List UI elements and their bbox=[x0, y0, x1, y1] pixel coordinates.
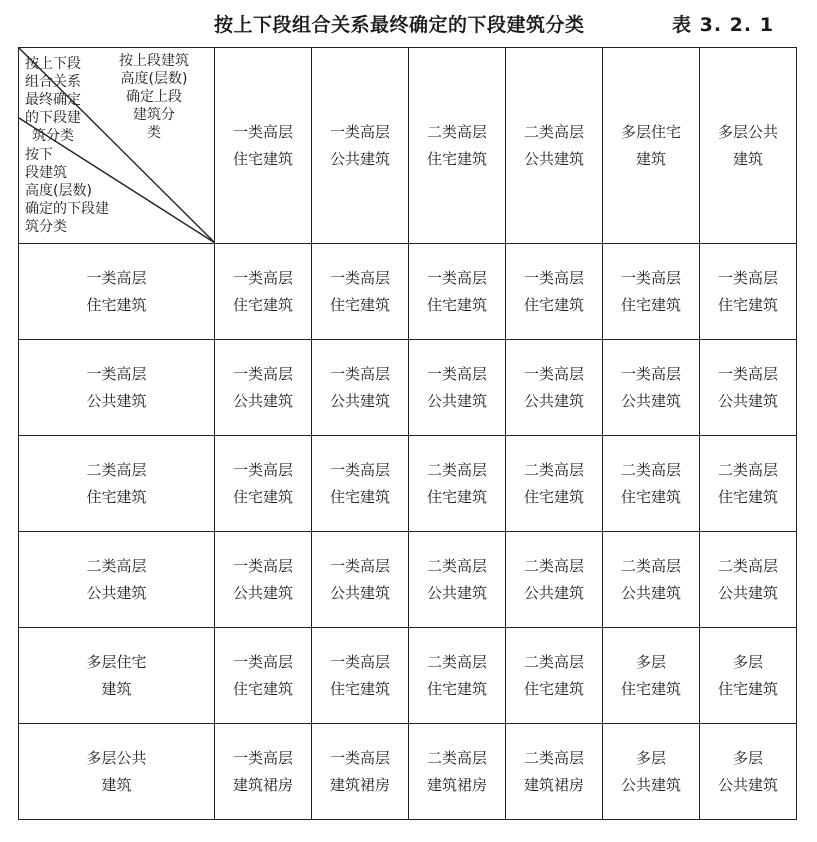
cell-line: 一类高层 bbox=[329, 364, 390, 383]
corner-label bbox=[25, 55, 81, 145]
table-cell bbox=[603, 244, 700, 340]
cell-line: 一类高层 bbox=[232, 364, 293, 383]
corner-label-line: 确定的下段建 bbox=[25, 201, 109, 217]
cell-line: 二类高层 bbox=[620, 460, 681, 479]
cell-line: 住宅建筑 bbox=[232, 295, 293, 314]
table-cell bbox=[603, 628, 700, 724]
cell-line: 多层 bbox=[732, 652, 763, 671]
table-cell bbox=[409, 436, 506, 532]
cell-line: 多层 bbox=[635, 652, 666, 671]
table-cell bbox=[409, 628, 506, 724]
cell-line: 公共建筑 bbox=[620, 583, 681, 602]
cell-line: 住宅建筑 bbox=[86, 487, 147, 506]
cell-line: 住宅建筑 bbox=[232, 149, 293, 168]
cell-line: 公共建筑 bbox=[523, 583, 584, 602]
cell-line: 一类高层 bbox=[329, 748, 390, 767]
table-number: 表 3. 2. 1 bbox=[672, 14, 774, 36]
cell-line: 公共建筑 bbox=[329, 391, 390, 410]
cell-line: 二类高层 bbox=[717, 460, 778, 479]
cell-line: 多层住宅 bbox=[86, 652, 147, 671]
cell-line: 住宅建筑 bbox=[717, 295, 778, 314]
cell-line: 建筑裙房 bbox=[232, 775, 293, 794]
table-cell bbox=[700, 628, 797, 724]
cell-line: 一类高层 bbox=[86, 364, 147, 383]
table-title: 按上下段组合关系最终确定的下段建筑分类 bbox=[214, 14, 585, 36]
cell-line: 公共建筑 bbox=[232, 391, 293, 410]
table-cell bbox=[506, 436, 603, 532]
cell-line: 公共建筑 bbox=[717, 775, 778, 794]
column-header-col-6 bbox=[700, 48, 797, 244]
table-cell bbox=[312, 436, 409, 532]
cell-line: 二类高层 bbox=[426, 652, 487, 671]
cell-line: 住宅建筑 bbox=[329, 295, 390, 314]
cell-line: 二类高层 bbox=[717, 556, 778, 575]
cell-line: 一类高层 bbox=[329, 268, 390, 287]
corner-label-line: 的下段建 bbox=[25, 110, 81, 126]
cell-line: 一类高层 bbox=[329, 122, 390, 141]
cell-line: 建筑裙房 bbox=[523, 775, 584, 794]
cell-line: 住宅建筑 bbox=[523, 295, 584, 314]
table-cell bbox=[409, 724, 506, 820]
cell-line: 建筑裙房 bbox=[426, 775, 487, 794]
cell-line: 建筑 bbox=[635, 149, 666, 168]
cell-line: 一类高层 bbox=[232, 652, 293, 671]
table-cell bbox=[312, 340, 409, 436]
table-cell bbox=[409, 532, 506, 628]
cell-line: 建筑 bbox=[732, 149, 763, 168]
table-cell bbox=[215, 628, 312, 724]
classification-table bbox=[18, 47, 797, 820]
table-cell bbox=[312, 724, 409, 820]
cell-line: 一类高层 bbox=[329, 460, 390, 479]
cell-line: 公共建筑 bbox=[329, 583, 390, 602]
corner-label-line: 筑分类 bbox=[32, 128, 74, 144]
cell-line: 住宅建筑 bbox=[523, 487, 584, 506]
table-cell bbox=[700, 532, 797, 628]
table-cell bbox=[506, 724, 603, 820]
cell-line: 公共建筑 bbox=[717, 391, 778, 410]
row-header bbox=[19, 532, 215, 628]
cell-line: 二类高层 bbox=[426, 556, 487, 575]
cell-line: 住宅建筑 bbox=[426, 149, 487, 168]
cell-line: 公共建筑 bbox=[86, 583, 147, 602]
cell-line: 二类高层 bbox=[86, 460, 147, 479]
corner-label-line: 类 bbox=[147, 125, 161, 141]
cell-line: 多层 bbox=[635, 748, 666, 767]
table-cell bbox=[506, 244, 603, 340]
cell-line: 住宅建筑 bbox=[426, 679, 487, 698]
cell-line: 多层 bbox=[732, 748, 763, 767]
cell-line: 二类高层 bbox=[426, 122, 487, 141]
cell-line: 一类高层 bbox=[426, 364, 487, 383]
cell-line: 二类高层 bbox=[523, 652, 584, 671]
cell-line: 公共建筑 bbox=[523, 149, 584, 168]
table-cell bbox=[700, 436, 797, 532]
corner-label-line: 高度(层数) bbox=[120, 71, 188, 87]
cell-line: 建筑 bbox=[101, 775, 132, 794]
diagonal-header-cell bbox=[19, 48, 215, 244]
cell-line: 一类高层 bbox=[232, 556, 293, 575]
cell-line: 二类高层 bbox=[620, 556, 681, 575]
table-cell bbox=[603, 532, 700, 628]
cell-line: 公共建筑 bbox=[620, 391, 681, 410]
column-header-col-5 bbox=[603, 48, 700, 244]
cell-line: 一类高层 bbox=[717, 268, 778, 287]
table-row bbox=[19, 244, 797, 340]
cell-line: 一类高层 bbox=[426, 268, 487, 287]
cell-line: 住宅建筑 bbox=[620, 487, 681, 506]
cell-line: 公共建筑 bbox=[426, 391, 487, 410]
table-cell bbox=[700, 244, 797, 340]
table-cell bbox=[409, 340, 506, 436]
column-header-col-2 bbox=[312, 48, 409, 244]
corner-label bbox=[119, 52, 189, 142]
table-cell bbox=[603, 724, 700, 820]
cell-line: 住宅建筑 bbox=[329, 679, 390, 698]
table-row bbox=[19, 340, 797, 436]
cell-line: 建筑 bbox=[101, 679, 132, 698]
corner-label-line: 按上下段 bbox=[25, 56, 81, 72]
corner-label-line: 按上段建筑 bbox=[119, 53, 189, 69]
cell-line: 住宅建筑 bbox=[426, 487, 487, 506]
corner-label-line: 筑分类 bbox=[25, 219, 67, 235]
cell-line: 住宅建筑 bbox=[426, 295, 487, 314]
table-cell bbox=[506, 628, 603, 724]
table-cell bbox=[312, 244, 409, 340]
cell-line: 住宅建筑 bbox=[86, 295, 147, 314]
table-cell bbox=[506, 532, 603, 628]
cell-line: 住宅建筑 bbox=[717, 679, 778, 698]
table-cell bbox=[312, 628, 409, 724]
table-row bbox=[19, 532, 797, 628]
cell-line: 一类高层 bbox=[523, 268, 584, 287]
corner-label-line: 高度(层数) bbox=[25, 183, 92, 199]
cell-line: 二类高层 bbox=[523, 460, 584, 479]
table-cell bbox=[215, 724, 312, 820]
table-row bbox=[19, 724, 797, 820]
cell-line: 一类高层 bbox=[620, 364, 681, 383]
table-cell bbox=[603, 340, 700, 436]
cell-line: 多层住宅 bbox=[620, 122, 681, 141]
table-cell bbox=[700, 724, 797, 820]
cell-line: 一类高层 bbox=[232, 122, 293, 141]
table-cell bbox=[215, 244, 312, 340]
cell-line: 住宅建筑 bbox=[232, 679, 293, 698]
table-cell bbox=[215, 340, 312, 436]
row-header bbox=[19, 724, 215, 820]
row-header bbox=[19, 244, 215, 340]
cell-line: 一类高层 bbox=[620, 268, 681, 287]
cell-line: 二类高层 bbox=[523, 122, 584, 141]
cell-line: 公共建筑 bbox=[232, 583, 293, 602]
cell-line: 住宅建筑 bbox=[329, 487, 390, 506]
table-cell bbox=[506, 340, 603, 436]
table-cell bbox=[409, 244, 506, 340]
cell-line: 一类高层 bbox=[329, 652, 390, 671]
corner-label-line: 建筑分 bbox=[133, 107, 175, 123]
cell-line: 公共建筑 bbox=[717, 583, 778, 602]
cell-line: 公共建筑 bbox=[329, 149, 390, 168]
corner-label-line: 最终确定 bbox=[25, 92, 81, 108]
table-cell bbox=[700, 340, 797, 436]
cell-line: 住宅建筑 bbox=[232, 487, 293, 506]
row-header bbox=[19, 436, 215, 532]
cell-line: 公共建筑 bbox=[86, 391, 147, 410]
corner-label-line: 按下 bbox=[25, 147, 53, 163]
row-header bbox=[19, 628, 215, 724]
table-cell bbox=[215, 532, 312, 628]
cell-line: 一类高层 bbox=[232, 268, 293, 287]
corner-label bbox=[25, 146, 109, 236]
cell-line: 二类高层 bbox=[426, 460, 487, 479]
column-header-col-4 bbox=[506, 48, 603, 244]
table-cell bbox=[312, 532, 409, 628]
cell-line: 住宅建筑 bbox=[620, 679, 681, 698]
cell-line: 公共建筑 bbox=[620, 775, 681, 794]
cell-line: 二类高层 bbox=[86, 556, 147, 575]
cell-line: 公共建筑 bbox=[523, 391, 584, 410]
cell-line: 住宅建筑 bbox=[620, 295, 681, 314]
cell-line: 多层公共 bbox=[717, 122, 778, 141]
cell-line: 多层公共 bbox=[86, 748, 147, 767]
cell-line: 二类高层 bbox=[523, 556, 584, 575]
table-cell bbox=[603, 436, 700, 532]
cell-line: 一类高层 bbox=[232, 748, 293, 767]
cell-line: 一类高层 bbox=[232, 460, 293, 479]
cell-line: 一类高层 bbox=[717, 364, 778, 383]
cell-line: 二类高层 bbox=[426, 748, 487, 767]
corner-label-line: 组合关系 bbox=[25, 74, 81, 90]
table-row bbox=[19, 436, 797, 532]
cell-line: 一类高层 bbox=[523, 364, 584, 383]
table-cell bbox=[215, 436, 312, 532]
table-row bbox=[19, 628, 797, 724]
header-row bbox=[19, 48, 797, 244]
cell-line: 公共建筑 bbox=[426, 583, 487, 602]
cell-line: 建筑裙房 bbox=[329, 775, 390, 794]
cell-line: 二类高层 bbox=[523, 748, 584, 767]
cell-line: 一类高层 bbox=[86, 268, 147, 287]
corner-label-line: 确定上段 bbox=[126, 89, 182, 105]
cell-line: 住宅建筑 bbox=[717, 487, 778, 506]
cell-line: 一类高层 bbox=[329, 556, 390, 575]
column-header-col-3 bbox=[409, 48, 506, 244]
cell-line: 住宅建筑 bbox=[523, 679, 584, 698]
row-header bbox=[19, 340, 215, 436]
corner-label-line: 段建筑 bbox=[25, 165, 67, 181]
column-header-col-1 bbox=[215, 48, 312, 244]
